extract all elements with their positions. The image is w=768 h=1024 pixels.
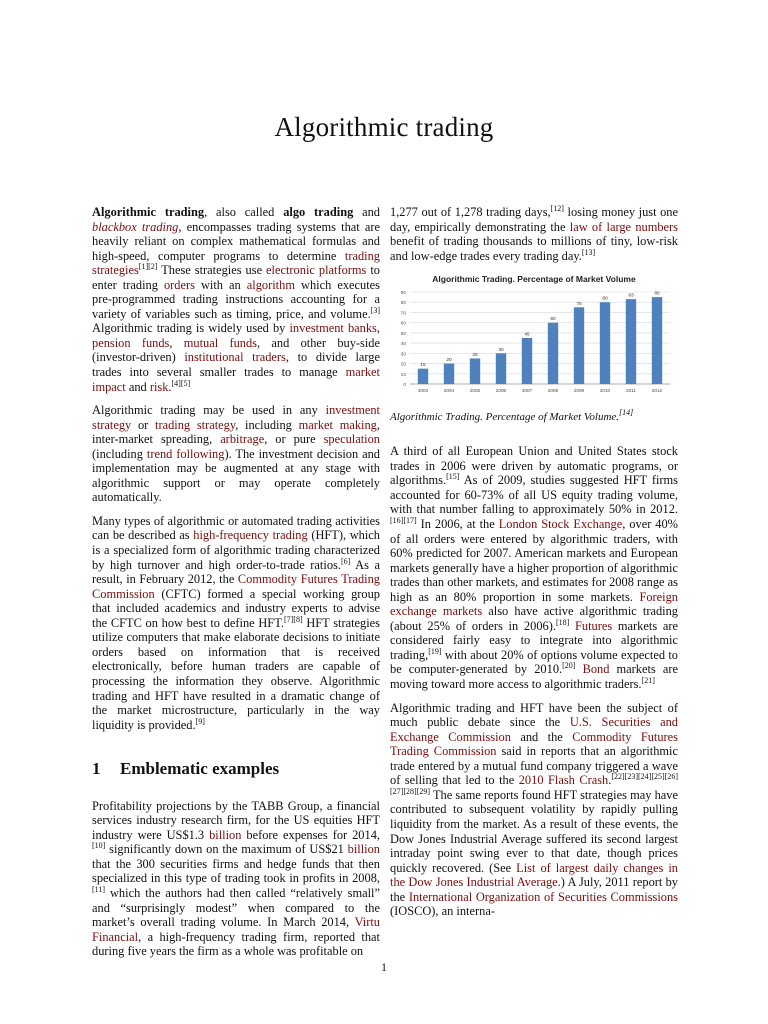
section-heading [92,759,380,779]
y-tick-label: 60 [400,321,406,327]
x-tick-label: 2006 [495,388,507,394]
bar-value-label: 60 [550,317,556,323]
x-tick-label: 2007 [521,388,533,394]
profitability-paragraph: Profitability projections by the TABB Group, a financial services industry research firm, for the US equities HFT industry were US$1.3 billion before expenses for 2014,[10] significantly down on the maximum of US$21 billion that the 300 securities firms and hedge funds that then specialized in this type of trading took in profits in 2008,[11] which the authors had then called “relatively small” and “surprisingly modest” when compared to the market’s overall trading volume. In March 2014, Virtu Financial, a high-frequency trading firm, reported that during five years the firm as a whole was profitable on [92,798,380,959]
citation[interactable]: [16][17] [390,516,417,526]
section-title: Emblematic examples [120,759,280,779]
link-market-impact[interactable]: market impact [92,365,380,394]
chart-title: Algorithmic Trading. Percentage of Market Volume [432,274,636,285]
link-algorithm[interactable]: algorithm [246,277,295,292]
citation[interactable]: [22][23][24][25][26][27][28][29] [390,772,678,796]
link-arbitrage[interactable]: arbitrage [220,432,265,447]
link-institutional-traders[interactable]: institutional traders [184,350,286,365]
link-market-making[interactable]: market making [298,417,377,432]
link-foreign-exchange-markets[interactable]: Foreign exchange markets [390,589,678,619]
trading-days-paragraph: 1,277 out of 1,278 trading days,[12] losing money just one day, empirically demonstrating the law of large numbers benefit of trading thousands to millions of tiny, low-risk and low-edge trades every trading day.[13] [390,204,679,263]
x-tick-label: 2004 [443,388,455,394]
x-tick-label: 2008 [547,388,559,394]
market-share-paragraph: A third of all European Union and United States stock trades in 2006 were driven by automatic programs, or algorithms.[15] As of 2009, studies suggested HFT firms accounted for 60-73% of all US equity trading volume, with that number falling to approximately 50% in 2012.[16][17] In 2006, at the London Stock Exchange, over 40% of all orders were entered by algorithmic traders, with 60% predicted for 2007. American markets and European markets generally have a higher proportion of algorithmic trades than other markets, and estimates for 2008 range as high as an 80% proportion in some markets. Foreign exchange markets also have active algorithmic trading (about 25% of orders in 2006).[18] Futures markets are considered fairly easy to integrate into algorithmic trading,[19] with about 20% of options volume expected to be computer-generated by 2010.[20] Bond markets are moving toward more access to algorithmic traders.[21] [390,444,678,692]
bar-value-label: 75 [576,302,582,308]
citation[interactable]: [15] [446,472,460,482]
citation[interactable]: [11] [92,884,106,894]
figure [390,272,678,406]
link-london-stock-exchange[interactable]: London Stock Exchange [498,517,623,532]
term-bold: Algorithmic trading [92,205,205,219]
strategy-paragraph: Algorithmic trading may be used in any investment strategy or trading strategy, including market making, inter-market spreading, arbitrage, or pure speculation (including trend following). The investment decision and implementation may be augmented at any stage with algorithmic support or may operate completely automatically. [92,403,380,505]
bar-value-label: 85 [654,291,660,297]
link-billion[interactable]: billion [209,827,242,842]
bar [496,354,506,385]
bar-value-label: 25 [472,353,478,359]
section-number: 1 [92,759,101,779]
link-billion[interactable]: billion [347,842,380,857]
bar-value-label: 83 [628,293,634,299]
debate-paragraph: Algorithmic trading and HFT have been the subject of much public debate since the U.S. Securities and Exchange Commission and the Commodity Futures Trading Commission said in reports that an algorithmic trade entered by a mutual fund company triggered a wave of selling that led to the 2010 Flash Crash.[22][23][24][25][26][27][28][29] The same reports found HFT strategies may have contributed to subsequent volatility by rapidly pulling liquidity from the market. As a result of these events, the Dow Jones Industrial Average suffered its second largest intraday point swing ever to that date, though prices quickly recovered. (See List of largest daily changes in the Dow Jones Industrial Average.) A July, 2011 report by the International Organization of Securities Commissions (IOSCO), an interna- [390,700,678,919]
right-column [390,205,678,928]
bar [548,323,558,384]
citation[interactable]: [18] [555,617,570,627]
x-tick-label: 2012 [651,388,663,394]
link-trading-strategy[interactable]: trading strategy [155,417,236,432]
link-cftc[interactable]: Commodity Futures Trading Commission [390,729,678,759]
link-risk[interactable]: risk [149,379,169,394]
link-virtu-financial[interactable]: Virtu Financial [92,915,380,944]
link-electronic-platforms[interactable]: electronic platforms [266,263,367,278]
citation[interactable]: [20] [562,661,576,671]
y-tick-label: 50 [400,332,406,338]
bar-value-label: 15 [420,363,426,369]
link-cftc[interactable]: Commodity Futures Trading Commission [92,572,381,601]
bar-chart [390,272,678,402]
citation[interactable]: [9] [195,716,205,726]
y-tick-label: 0 [403,383,406,389]
link-pension-funds[interactable]: pension funds [92,335,170,350]
bar [652,297,662,384]
y-tick-label: 80 [400,301,406,307]
link-speculation[interactable]: speculation [323,432,380,447]
x-tick-label: 2011 [626,388,636,394]
link-investment-banks[interactable]: investment banks [289,321,377,336]
citation[interactable]: [10] [92,841,106,851]
page-title: Algorithmic trading [274,112,494,142]
bar [522,338,532,384]
bar [574,308,584,385]
y-tick-label: 30 [400,352,406,358]
citation[interactable]: [1][2] [138,262,158,272]
link-blackbox-trading[interactable]: blackbox trading [92,219,179,234]
link-high-frequency-trading[interactable]: high-frequency trading [193,528,308,543]
link-trading-strategies[interactable]: trading strategies [92,248,380,278]
figure-caption [390,407,678,425]
link-iosco[interactable]: International Organization of Securities Commissions [408,889,678,904]
y-tick-label: 90 [400,291,406,297]
bar-value-label: 30 [498,348,504,354]
bar [418,369,428,384]
x-tick-label: 2003 [417,388,429,394]
y-tick-label: 10 [400,372,406,378]
bar [600,302,610,384]
bar [444,364,454,384]
citation[interactable]: [7][8] [283,614,303,624]
intro-paragraph: Algorithmic trading, also called algo trading and blackbox trading, encompasses trading systems that are heavily reliant on complex mathematical formulas and high-speed, computer programs to determine trading strategies[1][2] These strategies use electronic platforms to enter trading orders with an algorithm which executes pre-programmed trading instructions accounting for a variety of variables such as timing, price, and volume.[3] Algorithmic trading is widely used by investment banks, pension funds, mutual funds, and other buy-side (investor-driven) institutional traders, to divide large trades into several smaller trades to manage market impact and risk.[4][5] [92,205,380,394]
hft-paragraph: Many types of algorithmic or automated trading activities can be described as high-frequency trading (HFT), which is a specialized form of algorithmic trading characterized by high turnover and high order-to-trade ratios.[6] As a result, in February 2012, the Commodity Futures Trading Commission (CFTC) formed a special working group that included academics and industry experts to advise the CFTC on how best to define HFT.[7][8] HFT strategies utilize computers that make elaborate decisions to initiate orders based on information that is received electronically, before human traders are capable of processing the information they observe. Algorithmic trading and HFT have resulted in a dramatic change of the market microstructure, particularly in the way liquidity is provided.[9] [92,513,381,732]
x-tick-label: 2009 [573,388,585,394]
bar-value-label: 80 [602,296,608,302]
citation[interactable]: [19] [428,646,442,656]
citation[interactable]: [13] [581,247,596,257]
link-sec[interactable]: U.S. Securities and Exchange Commission [390,715,678,744]
link-orders[interactable]: orders [163,277,195,292]
link-trend-following[interactable]: trend following [146,446,225,461]
bar-value-label: 45 [524,332,530,338]
x-tick-label: 2010 [599,388,611,394]
citation[interactable]: [14] [619,407,634,417]
link-dow-jones-changes[interactable]: List of largest daily changes in the Dow Jones Industrial Average [390,860,678,890]
page-number: 1 [381,960,387,974]
left-column [92,205,380,968]
x-tick-label: 2005 [469,388,481,394]
link-mutual-funds[interactable]: mutual funds [183,335,258,350]
y-tick-label: 40 [400,342,406,348]
bar-value-label: 20 [446,358,452,364]
caption-text: Algorithmic Trading. Percentage of Market Volume. [390,410,620,423]
link-law-of-large-numbers[interactable]: law of large numbers [569,219,679,234]
citation[interactable]: [21] [641,676,655,686]
link-bond[interactable]: Bond [582,662,610,677]
citation[interactable]: [12] [550,204,564,213]
citation[interactable]: [6] [340,556,351,566]
y-tick-label: 20 [400,362,406,368]
bar [626,299,636,384]
citation[interactable]: [4][5] [171,378,191,388]
y-tick-label: 70 [400,311,406,317]
term-bold: algo trading [283,205,354,219]
link-2010-flash-crash[interactable]: 2010 Flash Crash [518,773,609,788]
citation[interactable]: [3] [370,305,380,315]
link-futures[interactable]: Futures [575,618,613,633]
link-investment-strategy[interactable]: investment strategy [92,403,380,432]
bar [470,359,480,385]
